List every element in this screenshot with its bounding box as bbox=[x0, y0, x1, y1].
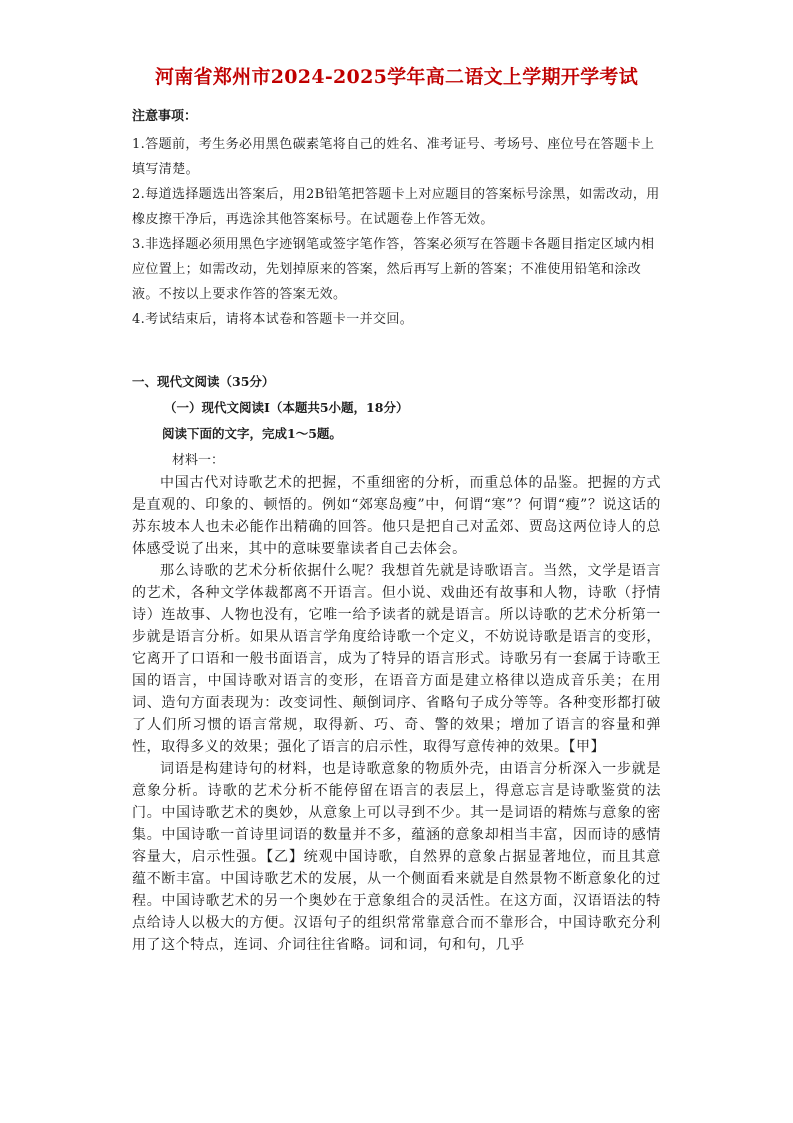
notice-item: 2.每道选择题选出答案后，用2B铅笔把答题卡上对应题目的答案标号涂黑，如需改动，用橡皮擦干净后，再选涂其他答案标号。在试题卷上作答无效。 bbox=[132, 187, 660, 227]
notice-heading: 注意事项： bbox=[132, 109, 198, 124]
notice-item: 1.答题前，考生务必用黑色碳素笔将自己的姓名、准考证号、考场号、座位号在答题卡上填写清楚。 bbox=[132, 137, 655, 177]
notice-section bbox=[132, 105, 661, 332]
passage-paragraph: 那么诗歌的艺术分析依据什么呢？我想首先就是诗歌语言。当然，文学是语言的艺术，各种文学体裁都离不开语言。但小说、戏曲还有故事和人物，诗歌（抒情诗）连故事、人物也没有，它唯一给予读者的就是语言。所以诗歌的艺术分析第一步就是语言分析。如果从语言学角度给诗歌一个定义，不妨说诗歌是语言的变形，它离开了口语和一般书面语言，成为了特异的语言形式。诗歌另有一套属于诗歌王国的语言，中国诗歌对语言的变形，在语音方面是建立格律以造成音乐美；在用词、造句方面表现为：改变词性、颠倒词序、省略句子成分等等。各种变形都打破了人们所习惯的语言常规，取得新、巧、奇、警的效果；增加了语言的容量和弹性，取得多义的效果；强化了语言的启示性，取得写意传神的效果。【甲】 bbox=[132, 563, 661, 755]
passage-paragraph: 词语是构建诗句的材料，也是诗歌意象的物质外壳，由语言分析深入一步就是意象分析。诗歌的艺术分析不能停留在语言的表层上，得意忘言是诗歌鉴赏的法门。中国诗歌艺术的奥妙，从意象上可以寻到不少。其一是词语的精炼与意象的密集。中国诗歌一首诗里词语的数量并不多，蕴涵的意象却相当丰富，因而诗的感情容量大，启示性强。【乙】统观中国诗歌，自然界的意象占据显著地位，而且其意蕴不断丰富。中国诗歌艺术的发展，从一个侧面看来就是自然景物不断意象化的过程。中国诗歌艺术的另一个奥妙在于意象组合的灵活性。在这方面，汉语语法的特点给诗人以极大的方便。汉语句子的组织常常靠意合而不靠形合，中国诗歌充分利用了这个特点，连词、介词往往省略。词和词，句和句，几乎 bbox=[132, 761, 661, 953]
material-label: 材料一： bbox=[172, 453, 225, 468]
reading-passage bbox=[132, 472, 661, 956]
notice-item: 3.非选择题必须用黑色字迹钢笔或签字笔作答，答案必须写在答题卡各题目指定区域内相应位置上；如需改动，先划掉原来的答案，然后再写上新的答案；不准使用铅笔和涂改液。不按以上要求作答的答案无效。 bbox=[132, 237, 655, 302]
section-heading: 一、现代文阅读（35分） bbox=[132, 374, 275, 389]
passage-paragraph: 中国古代对诗歌艺术的把握，不重细密的分析，而重总体的品鉴。把握的方式是直观的、印象的、顿悟的。例如“郊寒岛瘦”中，何谓“寒”？何谓“瘦”？说这话的苏东坡本人也未必能作出精确的回答。他只是把自己对孟郊、贾岛这两位诗人的总体感受说了出来，其中的意味要靠读者自己去体会。 bbox=[132, 475, 661, 557]
reading-instruction: 阅读下面的文字，完成1～5题。 bbox=[162, 426, 342, 441]
page-title: 河南省郑州市2024-2025学年高二语文上学期开学考试 bbox=[154, 66, 639, 88]
subsection-heading: （一）现代文阅读Ⅰ（本题共5小题，18分） bbox=[164, 400, 409, 415]
notice-item: 4.考试结束后，请将本试卷和答题卡一并交回。 bbox=[132, 312, 414, 327]
